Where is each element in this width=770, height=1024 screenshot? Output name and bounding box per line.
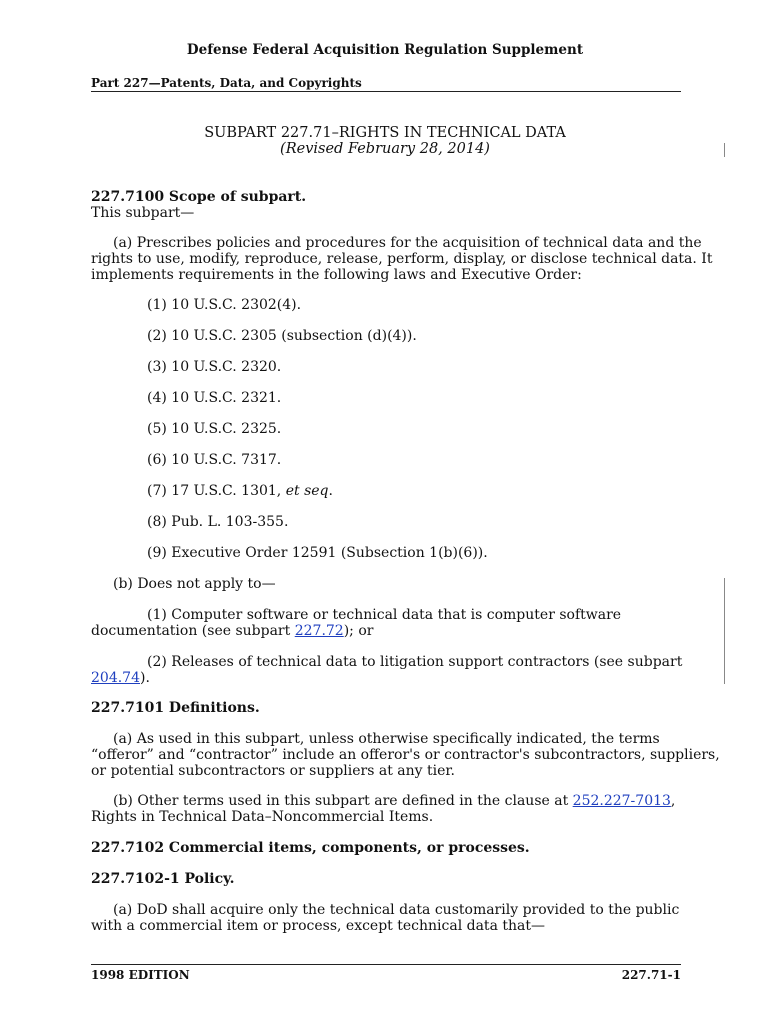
text-line: (a) Prescribes policies and procedures for the acquisition of technical data and the [113, 235, 702, 251]
text-segment: ). [140, 670, 150, 686]
subpart-revision-date: (Revised February 28, 2014) [280, 141, 490, 157]
list-item: (9) Executive Order 12591 (Subsection 1(b)(6)). [147, 545, 488, 561]
text-segment: ); or [343, 623, 374, 639]
list-item: (3) 10 U.S.C. 2320. [147, 359, 282, 375]
subsection-heading: 227.7102-1 Policy. [91, 871, 235, 887]
list-item: (5) 10 U.S.C. 2325. [147, 421, 282, 437]
text-line: (2) Releases of technical data to litigation support contractors (see subpart [147, 654, 683, 670]
list-item-italic: et seq [285, 483, 329, 499]
text-line: Rights in Technical Data–Noncommercial Items. [91, 809, 434, 825]
text-line: (a) As used in this subpart, unless otherwise specifically indicated, the terms [113, 731, 660, 747]
text-line: (1) Computer software or technical data that is computer software [147, 607, 622, 623]
paragraph-b [91, 793, 681, 825]
link-clause-252-227-7013[interactable]: 252.227-7013 [572, 793, 671, 809]
section-heading: 227.7100 Scope of subpart. [91, 189, 307, 205]
text-line [91, 623, 681, 639]
text-segment: documentation (see subpart [91, 623, 295, 639]
paragraph-a [91, 902, 681, 934]
list-item: (6) 10 U.S.C. 7317. [147, 452, 282, 468]
text-line: with a commercial item or process, except technical data that— [91, 918, 545, 934]
text-line [91, 670, 681, 686]
link-subpart-227-72[interactable]: 227.72 [294, 623, 344, 639]
change-bar [724, 578, 725, 684]
text-line: implements requirements in the following laws and Executive Order: [91, 267, 582, 283]
section-heading: 227.7101 Definitions. [91, 700, 260, 716]
paragraph-b1 [91, 607, 681, 639]
list-item: (2) 10 U.S.C. 2305 (subsection (d)(4)). [147, 328, 417, 344]
list-item-text: . [328, 483, 333, 499]
footer-rule [91, 964, 681, 965]
subpart-title: SUBPART 227.71–RIGHTS IN TECHNICAL DATA [204, 125, 566, 141]
running-header-part: Part 227—Patents, Data, and Copyrights [91, 76, 362, 90]
text-line: or potential subcontractors or suppliers at any tier. [91, 763, 456, 779]
paragraph: This subpart— [91, 205, 195, 221]
list-item [147, 483, 333, 499]
list-item: (4) 10 U.S.C. 2321. [147, 390, 282, 406]
paragraph-a [91, 235, 713, 283]
text-segment: (b) Other terms used in this subpart are defined in the clause at [113, 793, 573, 809]
paragraph-b: (b) Does not apply to— [113, 576, 276, 592]
footer-page-number: 227.71-1 [621, 968, 681, 982]
list-item: (1) 10 U.S.C. 2302(4). [147, 297, 302, 313]
link-subpart-204-74[interactable]: 204.74 [91, 670, 140, 686]
list-item: (8) Pub. L. 103-355. [147, 514, 289, 530]
text-line: “offeror” and “contractor” include an offeror's or contractor's subcontractors, suppliers, [91, 747, 720, 763]
paragraph-b2 [91, 654, 681, 686]
text-segment: , [670, 793, 676, 809]
header-rule [91, 91, 681, 92]
footer-edition: 1998 EDITION [91, 968, 190, 982]
paragraph-a [91, 731, 720, 779]
text-line: rights to use, modify, reproduce, release, perform, display, or disclose technical data. It [91, 251, 713, 267]
text-line [91, 793, 681, 809]
text-line: (a) DoD shall acquire only the technical data customarily provided to the public [113, 902, 680, 918]
list-item-text: (7) 17 U.S.C. 1301, [147, 483, 286, 499]
change-bar [724, 143, 725, 157]
running-header-title: Defense Federal Acquisition Regulation Supplement [186, 42, 584, 58]
section-heading: 227.7102 Commercial items, components, or processes. [91, 840, 530, 856]
section-227-7100 [91, 189, 681, 221]
